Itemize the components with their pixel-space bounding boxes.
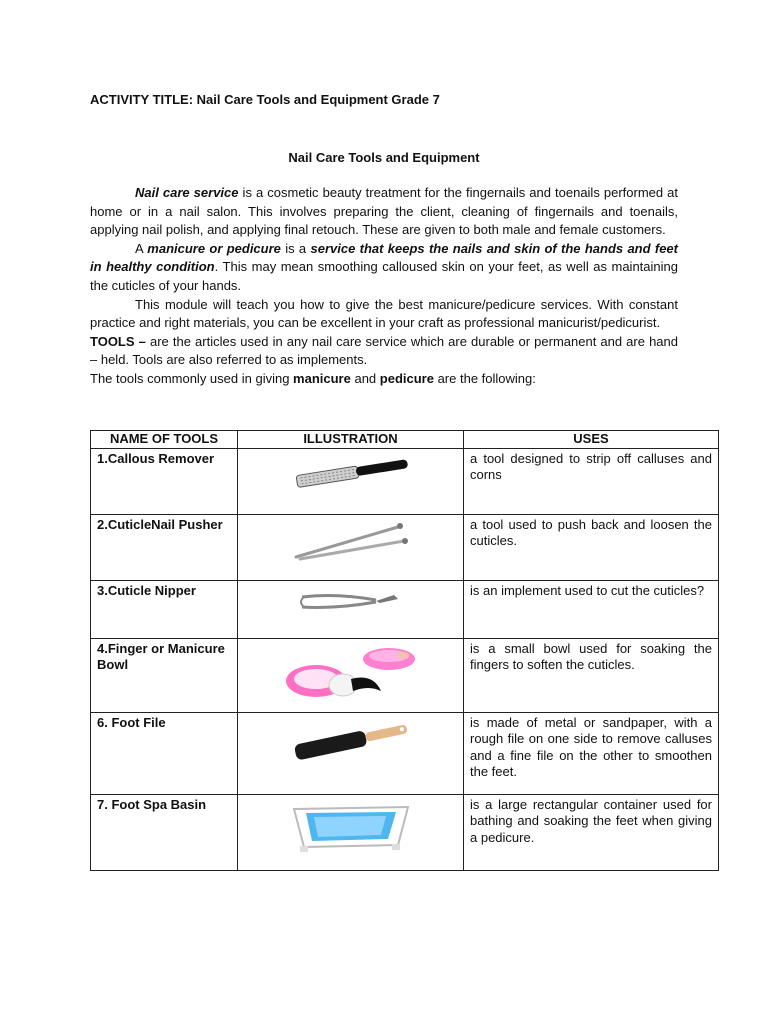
paragraph-manicure-pedicure xyxy=(90,240,678,296)
activity-title: ACTIVITY TITLE: Nail Care Tools and Equipment Grade 7 xyxy=(90,92,440,107)
cuticle-nipper-illustration xyxy=(238,580,464,638)
header-name-of-tools: NAME OF TOOLS xyxy=(91,431,238,449)
callous-remover-illustration xyxy=(238,448,464,514)
tool-use: a tool used to push back and loosen the cuticles. xyxy=(464,514,719,580)
paragraph-text: is a xyxy=(280,240,311,256)
paragraph-text: The tools commonly used in giving xyxy=(90,370,294,386)
intro-text xyxy=(90,184,678,389)
tool-use: is a large rectangular container used for bathing and soaking the feet when giving a pedicure. xyxy=(464,794,719,870)
tool-name: 6. Foot File xyxy=(91,712,238,794)
paragraph-text: A xyxy=(135,240,148,256)
tools-table xyxy=(90,430,719,871)
table-row xyxy=(91,712,719,794)
tool-name: 2.CuticleNail Pusher xyxy=(91,514,238,580)
term-pedicure: pedicure xyxy=(379,370,434,386)
paragraph-text: . This may mean smoothing calloused skin on your feet, as well as maintaining the cuticles of your hands. xyxy=(90,259,678,293)
term-manicure: manicure xyxy=(293,370,351,386)
paragraph-tools-list-intro xyxy=(90,370,678,389)
tool-name: 4.Finger or Manicure Bowl xyxy=(91,638,238,712)
table-row xyxy=(91,514,719,580)
tool-use: a tool designed to strip off calluses and corns xyxy=(464,448,719,514)
tool-use: is a small bowl used for soaking the fingers to soften the cuticles. xyxy=(464,638,719,712)
tool-use: is made of metal or sandpaper, with a rough file on one side to remove calluses and a fine file on the other to smoothen the feet. xyxy=(464,712,719,794)
paragraph-text: are the following: xyxy=(433,370,536,386)
tool-use: is an implement used to cut the cuticles? xyxy=(464,580,719,638)
document-title: Nail Care Tools and Equipment xyxy=(288,150,480,165)
header-illustration: ILLUSTRATION xyxy=(238,431,464,449)
header-uses: USES xyxy=(464,431,719,449)
table-row xyxy=(91,638,719,712)
cuticle-pusher-illustration xyxy=(238,514,464,580)
paragraph-tools xyxy=(90,333,678,370)
manicure-bowl-illustration xyxy=(238,638,464,712)
term-nail-care-service: Nail care service xyxy=(135,185,239,200)
tool-name: 1.Callous Remover xyxy=(91,448,238,514)
term-tools: TOOLS – xyxy=(90,333,146,349)
table-row xyxy=(91,794,719,870)
paragraph-text: is a cosmetic beauty treatment for the fingernails and toenails performed at home or in a nail salon. This involves preparing the client, cleaning of fingernails and toenails, applying nail polish, and applying final retouch. These are given to both male and female customers. xyxy=(90,185,679,238)
tool-name: 3.Cuticle Nipper xyxy=(91,580,238,638)
paragraph-module: This module will teach you how to give the best manicure/pedicure services. With constant practice and right materials, you can be excellent in your craft as professional manicurist/pedicurist. xyxy=(90,296,678,331)
term-manicure-pedicure: manicure or pedicure xyxy=(147,240,281,256)
table-header-row xyxy=(91,431,719,449)
table-row xyxy=(91,448,719,514)
definition-text: service that keeps the nails and skin of the hands and feet in healthy condition xyxy=(90,240,678,275)
table-row xyxy=(91,580,719,638)
paragraph-nail-care-service xyxy=(90,184,678,240)
foot-file-illustration xyxy=(238,712,464,794)
paragraph-text: and xyxy=(350,370,380,386)
tool-name: 7. Foot Spa Basin xyxy=(91,794,238,870)
foot-spa-basin-illustration xyxy=(238,794,464,870)
paragraph-text: are the articles used in any nail care service which are durable or permanent and are hand – held. Tools are also referred to as implements. xyxy=(90,333,678,368)
